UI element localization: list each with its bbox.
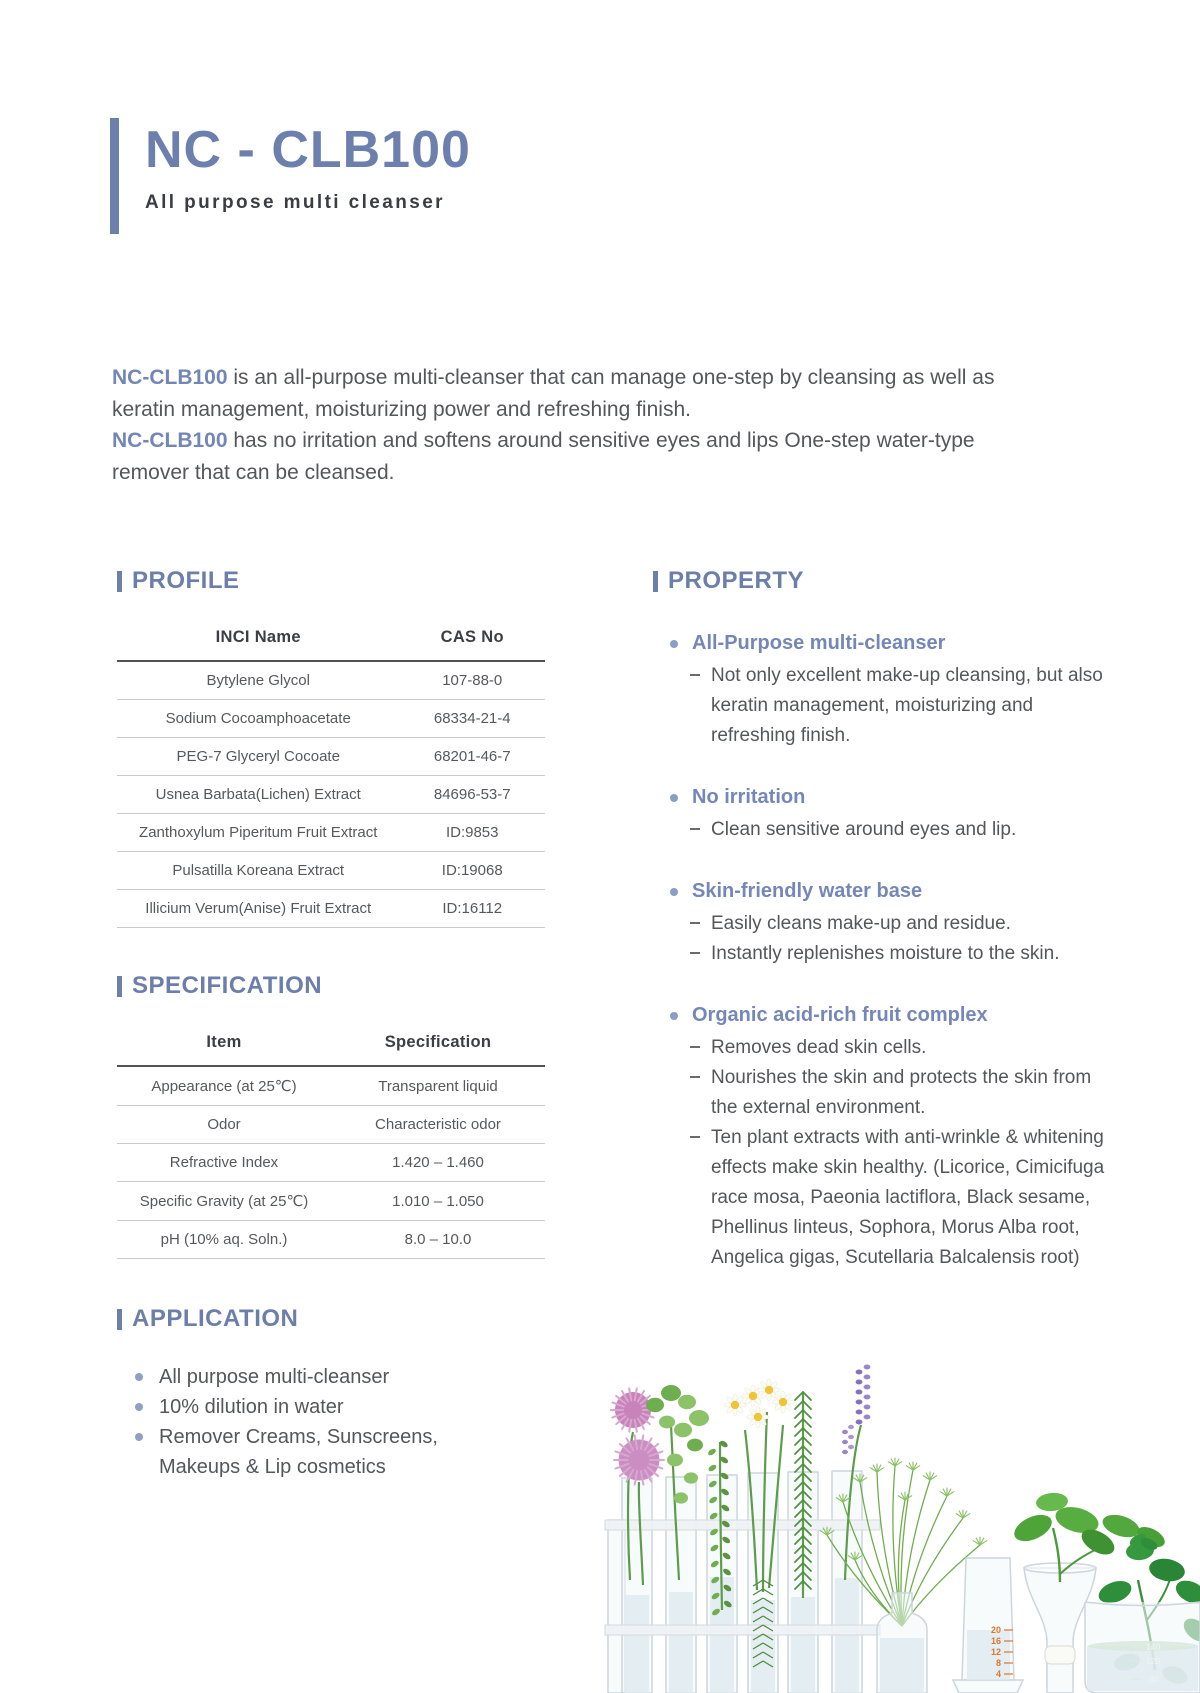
- application-item: All purpose multi-cleanser: [159, 1362, 459, 1392]
- heading-bar-icon: [117, 976, 122, 997]
- page-title: NC - CLB100: [145, 121, 471, 179]
- table-row: [117, 1182, 545, 1221]
- intro-paragraph: [112, 362, 1007, 489]
- cylinder-scale-label: 12: [990, 1647, 1001, 1657]
- property-detail: Not only excellent make-up cleansing, but also keratin management, moisturizing and refreshing finish.: [711, 661, 1109, 751]
- table-row: [117, 776, 545, 814]
- flask-stopper: [1045, 1646, 1075, 1664]
- graduated-cylinder-icon: [953, 1558, 1023, 1693]
- table-header-row: [117, 628, 545, 661]
- cylinder-scale-label: 4: [995, 1669, 1001, 1679]
- property-detail: Easily cleans make-up and residue.: [711, 909, 1109, 939]
- table-cell: Sodium Cocoamphoacetate: [117, 700, 399, 738]
- property-label: No irritation: [653, 782, 1118, 813]
- table-cell: pH (10% aq. Soln.): [117, 1221, 331, 1259]
- property-details: [653, 661, 1118, 751]
- property-label: Organic acid-rich fruit complex: [653, 1000, 1118, 1031]
- table-row: [117, 1221, 545, 1259]
- table-column-header: INCI Name: [117, 628, 399, 661]
- heading-bar-icon: [117, 1309, 122, 1330]
- application-heading: [117, 1304, 547, 1334]
- property-group: [653, 782, 1118, 845]
- beaker-scale-label: 80: [1149, 1674, 1159, 1684]
- table-cell: Transparent liquid: [331, 1066, 545, 1106]
- table-row: [117, 1066, 545, 1106]
- profile-heading: [117, 566, 545, 596]
- section-application: [117, 1304, 547, 1482]
- table-cell: PEG-7 Glyceryl Cocoate: [117, 738, 399, 776]
- table-row: [117, 852, 545, 890]
- product-code: NC-CLB100: [112, 366, 228, 389]
- table-row: [117, 1106, 545, 1144]
- intro-sentence: NC-CLB100 is an all-purpose multi-cleanser that can manage one-step by cleansing as well as keratin management, moisturizing power and refreshing finish.: [112, 366, 995, 421]
- title-accent-bar-icon: [110, 118, 119, 234]
- property-heading-label: PROPERTY: [668, 567, 805, 594]
- product-code: NC-CLB100: [112, 429, 228, 453]
- property-label: All-Purpose multi-cleanser: [653, 628, 1118, 659]
- table-cell: ID:19068: [399, 852, 545, 890]
- property-heading: [653, 566, 1118, 596]
- application-heading-label: APPLICATION: [132, 1305, 299, 1332]
- cylinder-scale-label: 16: [990, 1636, 1001, 1646]
- table-cell: 68201-46-7: [399, 738, 545, 776]
- table-cell: ID:16112: [399, 890, 545, 928]
- heading-bar-icon: [117, 571, 122, 592]
- table-cell: 1.010 – 1.050: [331, 1182, 545, 1221]
- beaker-scale-label: 120: [1146, 1656, 1161, 1666]
- table-row: [117, 661, 545, 700]
- specification-table: [117, 1033, 545, 1259]
- property-group: [653, 1000, 1118, 1273]
- bottle-water: [880, 1638, 924, 1693]
- cylinder-scale-label: 8: [995, 1658, 1001, 1668]
- table-cell: Characteristic odor: [331, 1106, 545, 1144]
- property-detail: Clean sensitive around eyes and lip.: [711, 815, 1109, 845]
- table-cell: 8.0 – 10.0: [331, 1221, 545, 1259]
- property-detail: Instantly replenishes moisture to the skin.: [711, 939, 1109, 969]
- intro-sentence: NC-CLB100 has no irritation and softens around sensitive eyes and lips One-step water-type remover that can be cleansed.: [112, 429, 975, 485]
- section-property: [653, 566, 1118, 1273]
- table-row: [117, 700, 545, 738]
- profile-table: [117, 628, 545, 928]
- table-cell: 84696-53-7: [399, 776, 545, 814]
- beaker-icon: [1085, 1602, 1200, 1693]
- table-row: [117, 738, 545, 776]
- property-detail: Ten plant extracts with anti-wrinkle & whitening effects make skin healthy. (Licorice, Cimicifuga race mosa, Paeonia lactiflora, Black sesame, Phellinus linteus, Sophora, Morus Alba root, Angelica gigas, Scutellaria Balcalensis root): [711, 1123, 1109, 1273]
- table-cell: Usnea Barbata(Lichen) Extract: [117, 776, 399, 814]
- table-cell: 1.420 – 1.460: [331, 1144, 545, 1182]
- specification-heading: [117, 971, 545, 1001]
- table-row: [117, 814, 545, 852]
- table-cell: Bytylene Glycol: [117, 661, 399, 700]
- table-cell: 68334-21-4: [399, 700, 545, 738]
- profile-heading-label: PROFILE: [132, 567, 240, 594]
- table-row: [117, 890, 545, 928]
- property-detail: Removes dead skin cells.: [711, 1033, 1109, 1063]
- section-profile: [117, 566, 545, 928]
- table-cell: Pulsatilla Koreana Extract: [117, 852, 399, 890]
- table-column-header: CAS No: [399, 628, 545, 661]
- section-specification: [117, 971, 545, 1259]
- table-row: [117, 1144, 545, 1182]
- property-label: Skin-friendly water base: [653, 876, 1118, 907]
- property-groups: [653, 628, 1118, 1273]
- property-group: [653, 876, 1118, 969]
- page-subtitle: All purpose multi cleanser: [145, 192, 445, 213]
- herbs-lab-glassware-illustration: [555, 1330, 1200, 1693]
- table-cell: Illicium Verum(Anise) Fruit Extract: [117, 890, 399, 928]
- title-block: [145, 118, 471, 234]
- table-cell: Specific Gravity (at 25℃): [117, 1182, 331, 1221]
- table-cell: Zanthoxylum Piperitum Fruit Extract: [117, 814, 399, 852]
- property-details: [653, 909, 1118, 969]
- table-cell: Odor: [117, 1106, 331, 1144]
- property-detail: Nourishes the skin and protects the skin from the external environment.: [711, 1063, 1109, 1123]
- property-group: [653, 628, 1118, 751]
- table-cell: 107-88-0: [399, 661, 545, 700]
- heading-bar-icon: [653, 571, 658, 592]
- header: [110, 118, 471, 234]
- table-column-header: Specification: [331, 1033, 545, 1066]
- table-cell: ID:9853: [399, 814, 545, 852]
- application-item: Remover Creams, Sunscreens, Makeups & Lip cosmetics: [159, 1422, 459, 1482]
- application-item: 10% dilution in water: [159, 1392, 459, 1422]
- table-column-header: Item: [117, 1033, 331, 1066]
- application-list: [117, 1362, 547, 1482]
- specification-heading-label: SPECIFICATION: [132, 972, 323, 999]
- cylinder-scale-label: 20: [990, 1625, 1001, 1635]
- property-details: [653, 815, 1118, 845]
- table-header-row: [117, 1033, 545, 1066]
- table-cell: Appearance (at 25℃): [117, 1066, 331, 1106]
- table-cell: Refractive Index: [117, 1144, 331, 1182]
- beaker-scale-label: 140: [1146, 1642, 1161, 1652]
- property-details: [653, 1033, 1118, 1273]
